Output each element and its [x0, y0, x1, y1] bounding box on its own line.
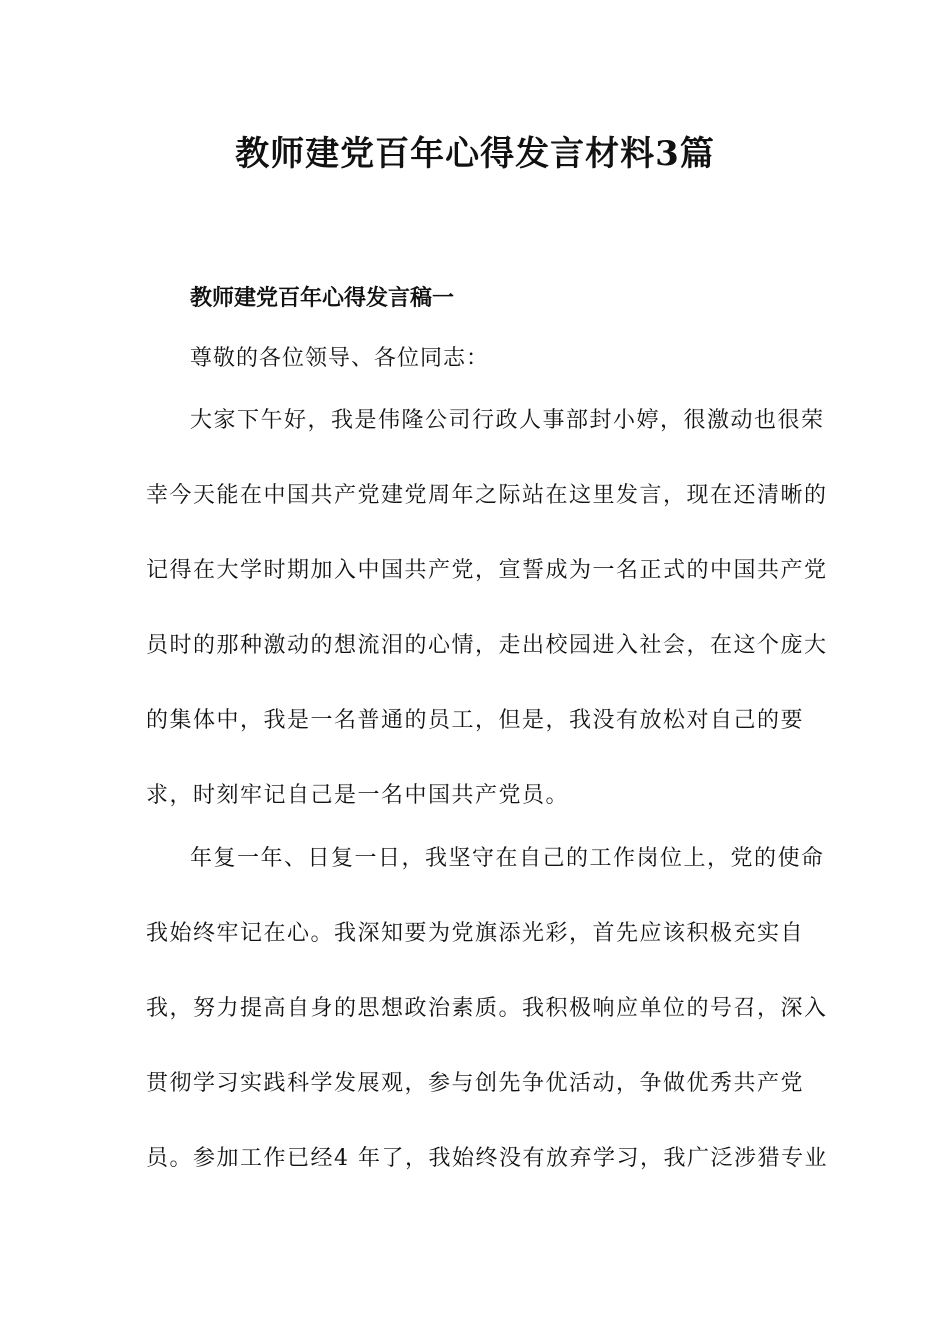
document-title: 教师建党百年心得发言材料3篇 [235, 134, 715, 174]
paragraph-line: 幸今天能在中国共产党建党周年之际站在这里发言，现在还清晰的 [146, 483, 828, 508]
paragraph-line: 员。参加工作已经4 年了，我始终没有放弃学习，我广泛涉猎专业 [146, 1146, 828, 1171]
paragraph-line: 记得在大学时期加入中国共产党，宣誓成为一名正式的中国共产党 [146, 558, 828, 583]
paragraph-line: 我，努力提高自身的思想政治素质。我积极响应单位的号召，深入 [146, 996, 828, 1021]
paragraph-line: 贯彻学习实践科学发展观，参与创先争优活动，争做优秀共产党 [146, 1071, 805, 1096]
paragraph-line: 年复一年、日复一日，我坚守在自己的工作岗位上，党的使命 [190, 846, 825, 871]
paragraph-line: 我始终牢记在心。我深知要为党旗添光彩，首先应该积极充实自 [146, 921, 805, 946]
paragraph-line: 员时的那种激动的想流泪的心情，走出校园进入社会，在这个庞大 [146, 633, 828, 658]
paragraph-line: 求，时刻牢记自己是一名中国共产党员。 [146, 783, 570, 808]
paragraph-1 [146, 405, 828, 855]
section-heading: 教师建党百年心得发言稿一 [190, 285, 455, 311]
paragraph-2 [146, 843, 828, 1218]
salutation: 尊敬的各位领导、各位同志： [190, 346, 490, 371]
paragraph-line: 的集体中，我是一名普通的员工，但是，我没有放松对自己的要 [146, 708, 805, 733]
paragraph-line: 大家下午好，我是伟隆公司行政人事部封小婷，很激动也很荣 [190, 408, 825, 433]
